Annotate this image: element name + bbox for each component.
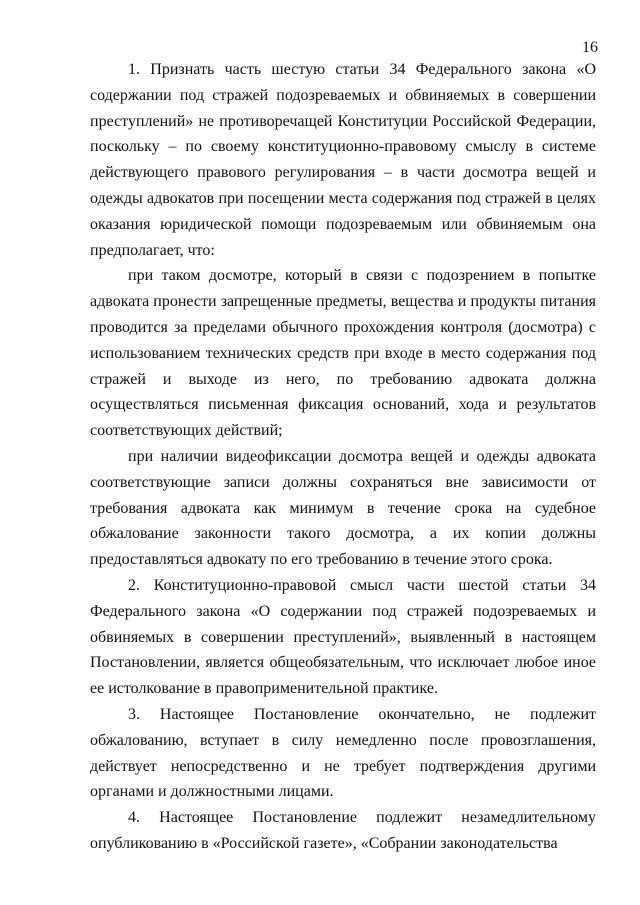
- paragraph-video-records: при наличии видеофиксации досмотра вещей и одежды адвоката соответствующие записи должны сохраняться вне зависимости от требования адвоката как минимум в течение срока на судебное обжалование законности такого досмотра, а их копии должны предоставляться адвокату по его требованию в течение этого срока.: [90, 447, 596, 569]
- paragraph-3-finality: 3. Настоящее Постановление окончательно, не подлежит обжалованию, вступает в силу немедленно после провозглашения, действует непосредственно и не требует подтверждения другими органами и должностными лицами.: [90, 705, 596, 801]
- paragraph-2-binding-meaning: 2. Конституционно-правовой смысл части шестой статьи 34 Федерального закона «О содержании под стражей подозреваемых и обвиняемых в совершении преступлений», выявленный в настоящем Постановлении, является общеобязательным, что исключает любое иное ее истолкование в правоприменительной практике.: [90, 576, 596, 698]
- paragraph-1-recognition: 1. Признать часть шестую статьи 34 Федерального закона «О содержании под стражей подозреваемых и обвиняемых в совершении преступлений» не противоречащей Конституции Российской Федерации, поскольку – по своему конституционно-правовому смыслу в системе действующего правового регулирования – в части досмотра вещей и одежды адвокатов при посещении места содержания под стражей в целях оказания юридической помощи подозреваемым или обвиняемым она предполагает, что:: [90, 61, 596, 259]
- document-body: [90, 57, 596, 857]
- paragraph-4-publication: 4. Настоящее Постановление подлежит незамедлительному опубликованию в «Российской газете», «Собрании законодательства: [90, 809, 596, 852]
- page-number: 16: [582, 39, 598, 56]
- paragraph-inspection-recording: при таком досмотре, который в связи с подозрением в попытке адвоката пронести запрещенные предметы, вещества и продукты питания проводится за пределами обычного прохождения контроля (досмотра) с использованием технических средств при входе в место содержания под стражей и выходе из него, по требованию адвоката должна осуществляться письменная фиксация оснований, хода и результатов соответствующих действий;: [90, 267, 596, 440]
